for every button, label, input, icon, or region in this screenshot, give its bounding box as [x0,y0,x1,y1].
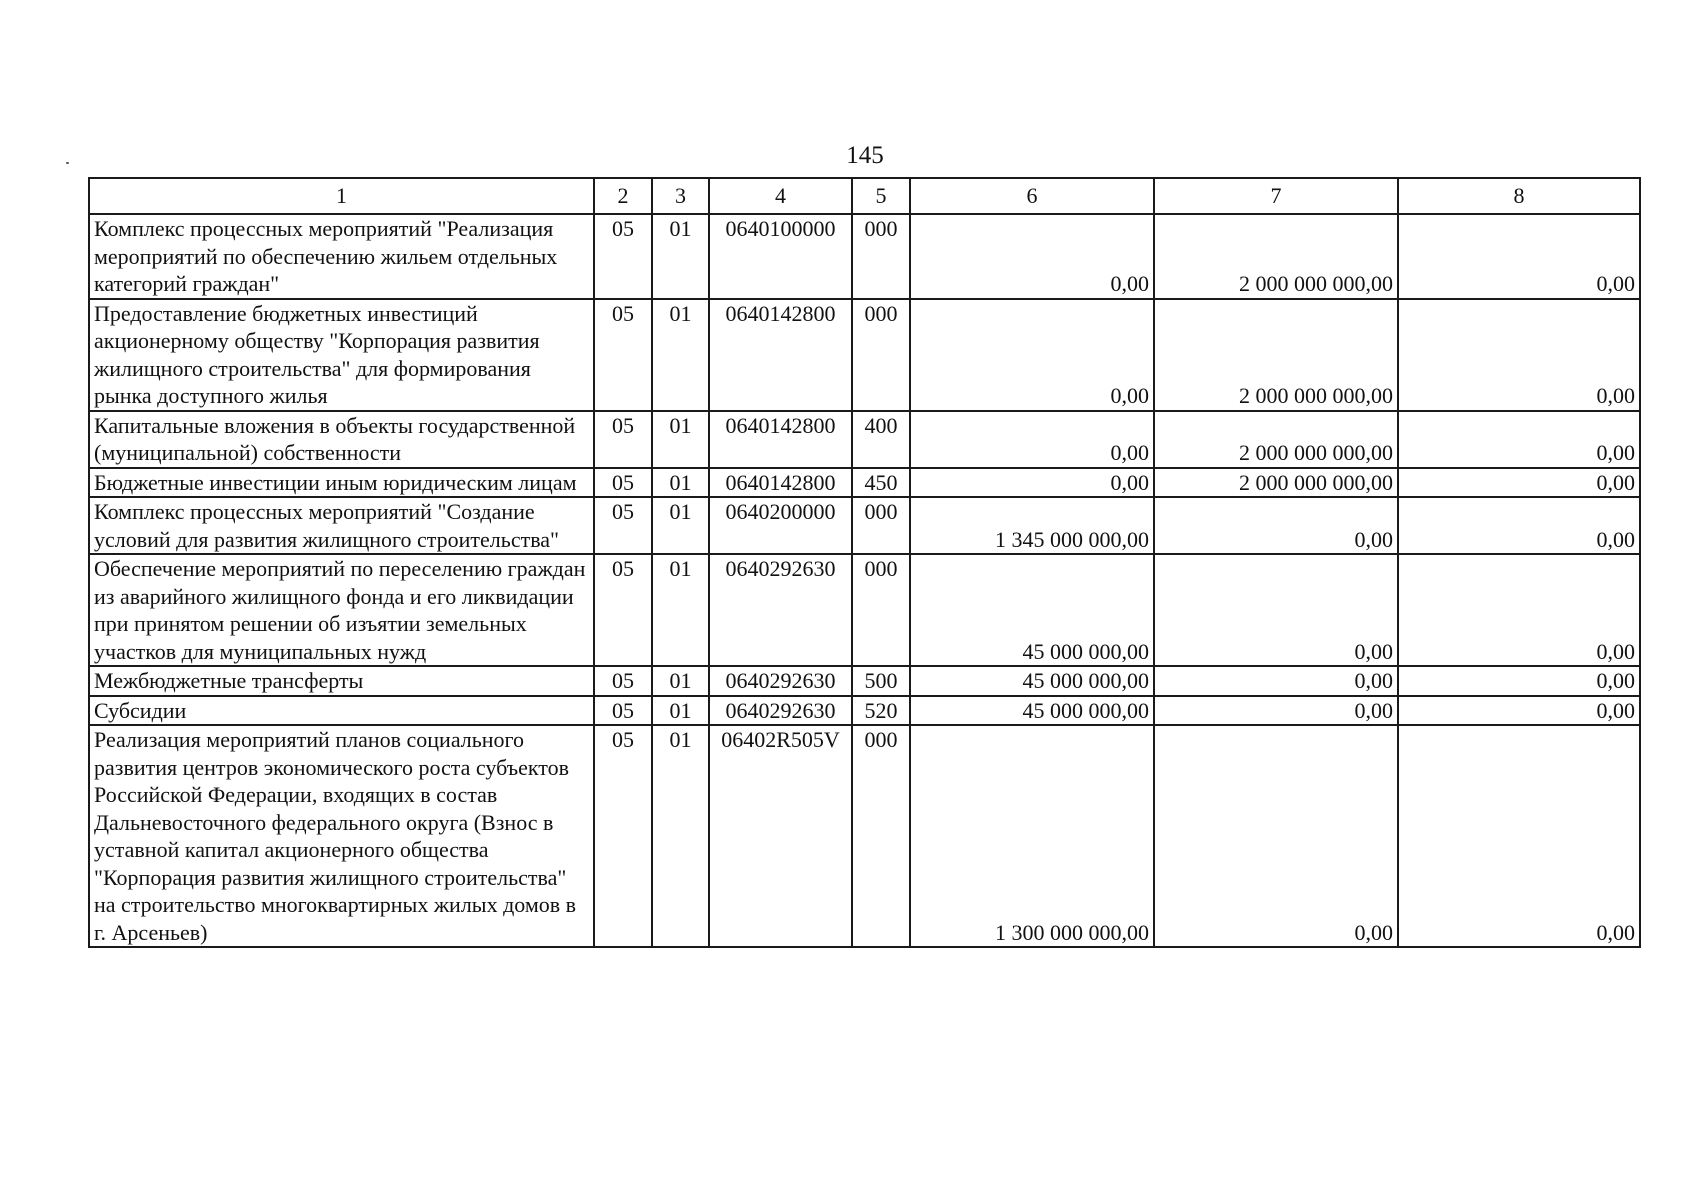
target-article-code: 0640142800 [709,299,852,411]
table-row [89,299,1640,411]
section-code: 05 [594,666,652,696]
subsection-code: 01 [652,468,709,498]
amount-col-8: 0,00 [1398,554,1640,666]
amount-col-8: 0,00 [1398,497,1640,554]
amount-col-6: 0,00 [910,299,1154,411]
subsection-code: 01 [652,411,709,468]
subsection-code: 01 [652,554,709,666]
target-article-code: 06402R505V [709,725,852,947]
column-header: 1 [89,178,594,214]
table-row [89,696,1640,726]
section-code: 05 [594,497,652,554]
table-row [89,725,1640,947]
scan-artifact-dot [66,162,69,164]
amount-col-7: 2 000 000 000,00 [1154,411,1398,468]
column-header: 8 [1398,178,1640,214]
table-row [89,666,1640,696]
expense-type-code: 520 [852,696,910,726]
subsection-code: 01 [652,696,709,726]
row-description: Обеспечение мероприятий по переселению граждан из аварийного жилищного фонда и его ликвидации при принятом решении об изъятии земельных участков для муниципальных нужд [89,554,594,666]
row-description: Межбюджетные трансферты [89,666,594,696]
target-article-code: 0640142800 [709,411,852,468]
page-number: 145 [846,142,884,169]
column-header: 2 [594,178,652,214]
amount-col-6: 0,00 [910,411,1154,468]
amount-col-8: 0,00 [1398,696,1640,726]
section-code: 05 [594,554,652,666]
column-header: 7 [1154,178,1398,214]
row-description: Субсидии [89,696,594,726]
row-description: Предоставление бюджетных инвестиций акционерному обществу "Корпорация развития жилищного строительства" для формирования рынка доступного жилья [89,299,594,411]
amount-col-6: 0,00 [910,468,1154,498]
amount-col-8: 0,00 [1398,214,1640,299]
section-code: 05 [594,411,652,468]
section-code: 05 [594,696,652,726]
expense-type-code: 000 [852,497,910,554]
expense-type-code: 500 [852,666,910,696]
column-header: 4 [709,178,852,214]
amount-col-8: 0,00 [1398,468,1640,498]
column-header: 3 [652,178,709,214]
amount-col-7: 2 000 000 000,00 [1154,299,1398,411]
section-code: 05 [594,468,652,498]
header-row [89,178,1640,214]
column-header: 5 [852,178,910,214]
row-description: Капитальные вложения в объекты государственной (муниципальной) собственности [89,411,594,468]
table-row [89,214,1640,299]
column-header: 6 [910,178,1154,214]
amount-col-7: 0,00 [1154,554,1398,666]
amount-col-8: 0,00 [1398,411,1640,468]
amount-col-8: 0,00 [1398,725,1640,947]
row-description: Комплекс процессных мероприятий "Реализация мероприятий по обеспечению жильем отдельных категорий граждан" [89,214,594,299]
amount-col-8: 0,00 [1398,666,1640,696]
table-row [89,554,1640,666]
target-article-code: 0640200000 [709,497,852,554]
target-article-code: 0640292630 [709,696,852,726]
amount-col-7: 2 000 000 000,00 [1154,214,1398,299]
target-article-code: 0640292630 [709,666,852,696]
table-row [89,497,1640,554]
amount-col-6: 45 000 000,00 [910,696,1154,726]
amount-col-7: 0,00 [1154,666,1398,696]
budget-table [88,177,1641,948]
amount-col-6: 45 000 000,00 [910,666,1154,696]
target-article-code: 0640292630 [709,554,852,666]
section-code: 05 [594,725,652,947]
amount-col-7: 2 000 000 000,00 [1154,468,1398,498]
subsection-code: 01 [652,725,709,947]
amount-col-6: 1 345 000 000,00 [910,497,1154,554]
expense-type-code: 000 [852,214,910,299]
table-row [89,411,1640,468]
expense-type-code: 400 [852,411,910,468]
expense-type-code: 000 [852,299,910,411]
section-code: 05 [594,214,652,299]
subsection-code: 01 [652,299,709,411]
target-article-code: 0640142800 [709,468,852,498]
row-description: Комплекс процессных мероприятий "Создание условий для развития жилищного строительства" [89,497,594,554]
row-description: Бюджетные инвестиции иным юридическим лицам [89,468,594,498]
section-code: 05 [594,299,652,411]
table-row [89,468,1640,498]
expense-type-code: 000 [852,554,910,666]
amount-col-8: 0,00 [1398,299,1640,411]
amount-col-6: 1 300 000 000,00 [910,725,1154,947]
amount-col-6: 45 000 000,00 [910,554,1154,666]
amount-col-7: 0,00 [1154,497,1398,554]
row-description: Реализация мероприятий планов социального развития центров экономического роста субъектов Российской Федерации, входящих в состав Дальневосточного федерального округа (Взнос в уставной капитал акционерного общества "Корпорация развития жилищного строительства" на строительство многоквартирных жилых домов в г. Арсеньев) [89,725,594,947]
subsection-code: 01 [652,666,709,696]
target-article-code: 0640100000 [709,214,852,299]
expense-type-code: 000 [852,725,910,947]
expense-type-code: 450 [852,468,910,498]
amount-col-6: 0,00 [910,214,1154,299]
subsection-code: 01 [652,214,709,299]
subsection-code: 01 [652,497,709,554]
amount-col-7: 0,00 [1154,696,1398,726]
amount-col-7: 0,00 [1154,725,1398,947]
